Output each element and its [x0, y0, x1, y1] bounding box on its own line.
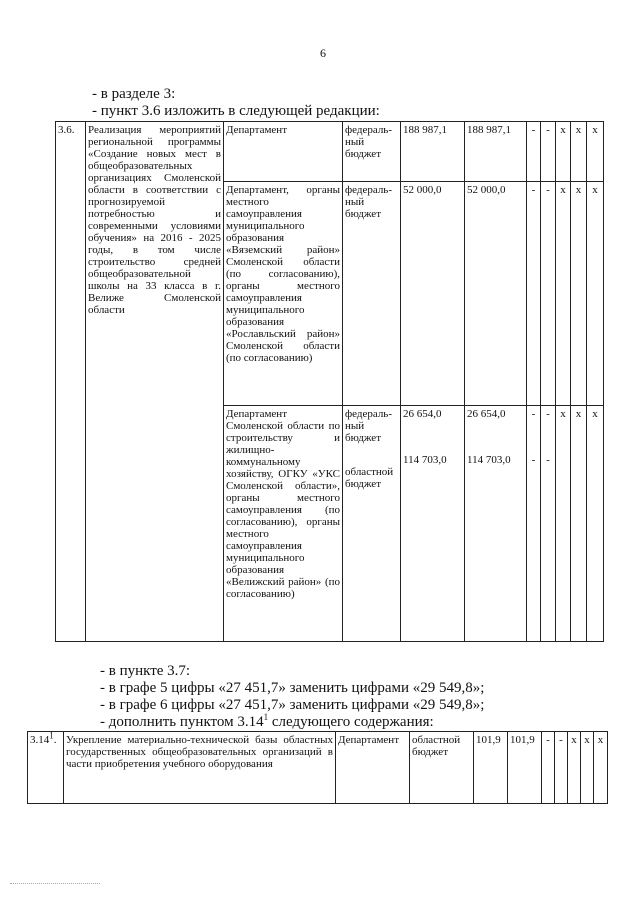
total-amount-cell: 188 987,1	[401, 122, 465, 182]
dash-cell: -	[541, 182, 556, 406]
executor-cell: Департамент, органы местного самоуправления муниципального образования «Вяземский район» Смоленской области (по согласованию), органы местного самоуправления муниципального образования «Рославльский район» Смоленской области (по согласованию)	[224, 182, 343, 406]
federal-budget-label: федераль-ный бюджет	[345, 408, 392, 444]
table-row	[28, 732, 608, 804]
dash-cell	[527, 406, 541, 642]
executor-cell: Департамент	[336, 732, 410, 804]
funding-source-cell: федераль-ный бюджет	[343, 122, 401, 182]
program-table-item-3-6	[55, 121, 604, 642]
x-mark-cell: x	[587, 182, 604, 406]
item-name: Укрепление материально-технической базы областных государственных общеобразовательных организаций в части приобретения учебного оборудования	[64, 732, 336, 804]
dash-cell: -	[555, 732, 568, 804]
dash-cell: -	[527, 122, 541, 182]
item-name: Реализация мероприятий региональной программы «Создание новых мест в общеобразовательных организациях Смоленской области в соответствии с прогнозируемой потребностью и современными условиями обучения» на 2016 - 2025 годы, в том числе строительство средней общеобразовательной школы на 33 класса в г. Велиже Смоленской области	[86, 122, 224, 642]
year-amount-cell: 52 000,0	[465, 182, 527, 406]
dash-mark: -	[546, 408, 550, 420]
table-row	[56, 122, 604, 182]
page-number: 6	[320, 46, 326, 60]
funding-source-cell: федераль-ный бюджет	[343, 182, 401, 406]
federal-year-value: 26 654,0	[467, 408, 506, 420]
x-mark-cell: x	[587, 122, 604, 182]
x-mark-cell: x	[556, 122, 571, 182]
regional-year-value: 114 703,0	[467, 454, 511, 466]
x-mark-cell: x	[568, 732, 581, 804]
dash-cell	[541, 406, 556, 642]
total-amount-cell: 52 000,0	[401, 182, 465, 406]
total-amount-cell	[401, 406, 465, 642]
funding-source-cell: областной бюджет	[410, 732, 474, 804]
item-number-dot: .	[53, 734, 57, 746]
dash-mark: -	[531, 454, 536, 466]
federal-total-value: 26 654,0	[403, 408, 442, 420]
paragraph-add-item-tail: следующего содержания:	[268, 714, 434, 730]
paragraph-column-5: - в графе 5 цифры «27 451,7» заменить цифрами «29 549,8»;	[100, 680, 485, 696]
paragraph-add-item	[100, 714, 434, 731]
funding-source-cell	[343, 406, 401, 642]
regional-budget-label: областной бюджет	[345, 466, 394, 490]
x-mark-cell: x	[571, 182, 587, 406]
x-mark-cell: x	[594, 732, 608, 804]
x-mark-cell: x	[587, 406, 604, 642]
year-amount-cell	[465, 406, 527, 642]
executor-cell: Департамент	[224, 122, 343, 182]
x-mark-cell: x	[571, 122, 587, 182]
x-mark-cell: x	[581, 732, 594, 804]
regional-total-value: 114 703,0	[403, 454, 447, 466]
executor-cell: Департамент Смоленской области по строительству и жилищно-коммунальному хозяйству, ОГКУ «УКС Смоленской области», органы местного самоуправления (по согласованию), органы местного самоуправления муниципального образования «Велижский район» (по согласованию)	[224, 406, 343, 642]
year-amount-cell: 101,9	[508, 732, 542, 804]
paragraph-column-6: - в графе 6 цифры «27 451,7» заменить цифрами «29 549,8»;	[100, 697, 485, 713]
program-table-item-3-14-1	[27, 731, 608, 804]
superscript-mark: 1	[49, 731, 54, 741]
year-amount-cell: 188 987,1	[465, 122, 527, 182]
x-mark-cell: x	[556, 406, 571, 642]
x-mark-cell: x	[571, 406, 587, 642]
dash-mark: -	[546, 454, 550, 466]
dash-cell: -	[541, 122, 556, 182]
intro-line-section: - в разделе 3:	[92, 86, 176, 102]
item-number: 3.6.	[56, 122, 86, 642]
paragraph-item-3-7: - в пункте 3.7:	[100, 663, 191, 679]
item-number	[28, 732, 64, 804]
dash-cell: -	[527, 182, 541, 406]
paragraph-add-item-text: - дополнить пунктом 3.14	[100, 714, 264, 730]
dash-mark: -	[531, 408, 536, 420]
footer-divider	[10, 883, 100, 884]
dash-cell: -	[542, 732, 555, 804]
item-number-text: 3.14	[30, 734, 50, 746]
total-amount-cell: 101,9	[474, 732, 508, 804]
superscript-mark: 1	[263, 712, 269, 722]
intro-line-item: - пункт 3.6 изложить в следующей редакции:	[92, 103, 380, 119]
x-mark-cell: x	[556, 182, 571, 406]
